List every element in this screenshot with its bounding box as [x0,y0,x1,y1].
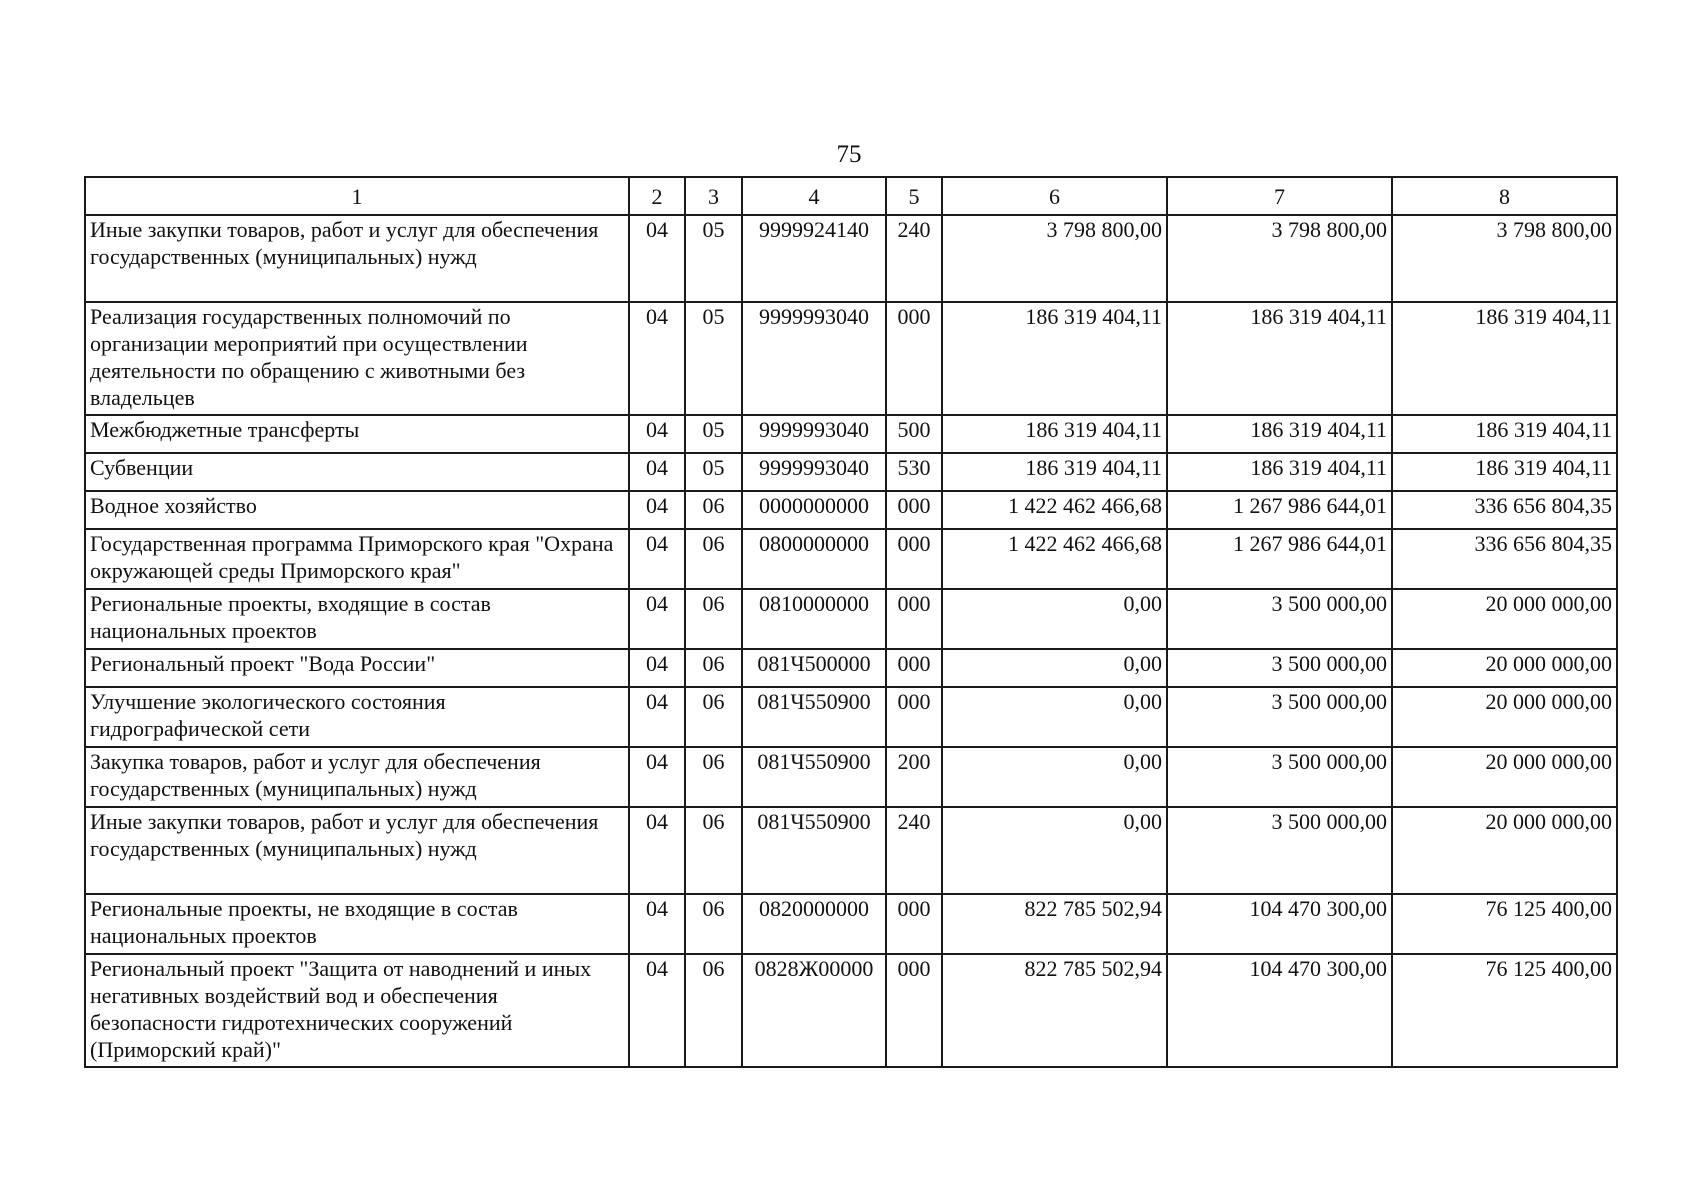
table-row [85,529,1617,589]
row-expense-type: 000 [886,589,942,649]
row-name: Иные закупки товаров, работ и услуг для обеспечения государственных (муниципальных) нужд [85,807,629,894]
row-subsection-code: 06 [685,687,742,747]
row-amount-8: 186 319 404,11 [1392,302,1617,415]
row-amount-7: 3 500 000,00 [1167,807,1392,894]
row-target-code: 9999993040 [742,453,886,491]
row-subsection-code: 06 [685,649,742,687]
row-name: Иные закупки товаров, работ и услуг для обеспечения государственных (муниципальных) нужд [85,215,629,302]
row-name: Региональные проекты, входящие в состав национальных проектов [85,589,629,649]
row-amount-7: 186 319 404,11 [1167,415,1392,453]
row-subsection-code: 06 [685,954,742,1067]
row-name: Реализация государственных полномочий по организации мероприятий при осуществлении деятельности по обращению с животными без владельцев [85,302,629,415]
row-expense-type: 500 [886,415,942,453]
header-cell-1: 1 [85,177,629,215]
row-amount-7: 104 470 300,00 [1167,954,1392,1067]
header-cell-6: 6 [942,177,1167,215]
row-expense-type: 530 [886,453,942,491]
row-section-code: 04 [629,747,685,807]
header-cell-7: 7 [1167,177,1392,215]
row-amount-8: 76 125 400,00 [1392,894,1617,954]
row-section-code: 04 [629,453,685,491]
row-section-code: 04 [629,954,685,1067]
row-target-code: 0828Ж00000 [742,954,886,1067]
row-target-code: 9999993040 [742,302,886,415]
header-cell-5: 5 [886,177,942,215]
row-expense-type: 000 [886,491,942,529]
row-expense-type: 200 [886,747,942,807]
row-subsection-code: 05 [685,415,742,453]
row-target-code: 0810000000 [742,589,886,649]
row-name: Закупка товаров, работ и услуг для обеспечения государственных (муниципальных) нужд [85,747,629,807]
row-section-code: 04 [629,415,685,453]
row-subsection-code: 05 [685,453,742,491]
row-amount-7: 104 470 300,00 [1167,894,1392,954]
row-section-code: 04 [629,687,685,747]
row-amount-6: 0,00 [942,649,1167,687]
row-subsection-code: 06 [685,491,742,529]
row-amount-8: 20 000 000,00 [1392,649,1617,687]
row-expense-type: 240 [886,215,942,302]
table-row [85,954,1617,1067]
table-row [85,807,1617,894]
row-amount-8: 336 656 804,35 [1392,529,1617,589]
table-row [85,589,1617,649]
table-row [85,215,1617,302]
header-cell-2: 2 [629,177,685,215]
row-amount-6: 3 798 800,00 [942,215,1167,302]
table-row [85,649,1617,687]
row-amount-7: 3 798 800,00 [1167,215,1392,302]
row-section-code: 04 [629,302,685,415]
table-row [85,415,1617,453]
row-subsection-code: 06 [685,807,742,894]
row-amount-6: 186 319 404,11 [942,453,1167,491]
row-amount-8: 336 656 804,35 [1392,491,1617,529]
table-row [85,302,1617,415]
row-target-code: 9999924140 [742,215,886,302]
row-expense-type: 000 [886,687,942,747]
row-amount-7: 1 267 986 644,01 [1167,491,1392,529]
row-amount-7: 3 500 000,00 [1167,649,1392,687]
row-amount-8: 20 000 000,00 [1392,687,1617,747]
row-amount-6: 1 422 462 466,68 [942,529,1167,589]
row-target-code: 081Ч550900 [742,807,886,894]
page-number: 75 [836,141,862,168]
row-expense-type: 000 [886,954,942,1067]
row-amount-8: 20 000 000,00 [1392,589,1617,649]
table-row [85,453,1617,491]
row-amount-6: 186 319 404,11 [942,302,1167,415]
row-expense-type: 000 [886,894,942,954]
row-subsection-code: 05 [685,302,742,415]
row-amount-6: 1 422 462 466,68 [942,491,1167,529]
row-name: Региональные проекты, не входящие в состав национальных проектов [85,894,629,954]
row-section-code: 04 [629,649,685,687]
row-expense-type: 000 [886,529,942,589]
header-row [85,177,1617,215]
row-amount-7: 1 267 986 644,01 [1167,529,1392,589]
row-target-code: 0800000000 [742,529,886,589]
row-subsection-code: 05 [685,215,742,302]
row-subsection-code: 06 [685,747,742,807]
row-amount-6: 0,00 [942,687,1167,747]
row-section-code: 04 [629,589,685,649]
row-subsection-code: 06 [685,589,742,649]
row-target-code: 0820000000 [742,894,886,954]
row-amount-6: 822 785 502,94 [942,894,1167,954]
header-cell-4: 4 [742,177,886,215]
row-amount-7: 186 319 404,11 [1167,302,1392,415]
row-name: Межбюджетные трансферты [85,415,629,453]
row-expense-type: 000 [886,649,942,687]
row-name: Водное хозяйство [85,491,629,529]
budget-table [84,176,1618,1068]
row-amount-7: 3 500 000,00 [1167,687,1392,747]
row-section-code: 04 [629,215,685,302]
row-amount-6: 186 319 404,11 [942,415,1167,453]
row-amount-8: 186 319 404,11 [1392,453,1617,491]
row-section-code: 04 [629,894,685,954]
header-cell-8: 8 [1392,177,1617,215]
table-row [85,687,1617,747]
table-row [85,894,1617,954]
row-amount-7: 186 319 404,11 [1167,453,1392,491]
row-amount-8: 186 319 404,11 [1392,415,1617,453]
row-target-code: 0000000000 [742,491,886,529]
row-subsection-code: 06 [685,529,742,589]
header-cell-3: 3 [685,177,742,215]
row-amount-8: 76 125 400,00 [1392,954,1617,1067]
row-name: Улучшение экологического состояния гидрографической сети [85,687,629,747]
table-row [85,491,1617,529]
row-name: Региональный проект "Вода России" [85,649,629,687]
row-section-code: 04 [629,491,685,529]
row-amount-6: 0,00 [942,589,1167,649]
row-amount-7: 3 500 000,00 [1167,589,1392,649]
table-row [85,747,1617,807]
row-amount-8: 20 000 000,00 [1392,747,1617,807]
row-target-code: 9999993040 [742,415,886,453]
row-amount-8: 3 798 800,00 [1392,215,1617,302]
row-expense-type: 000 [886,302,942,415]
row-subsection-code: 06 [685,894,742,954]
row-expense-type: 240 [886,807,942,894]
row-name: Региональный проект "Защита от наводнений и иных негативных воздействий вод и обеспечения безопасности гидротехнических сооружений (Приморский край)" [85,954,629,1067]
row-amount-8: 20 000 000,00 [1392,807,1617,894]
row-amount-6: 0,00 [942,807,1167,894]
row-section-code: 04 [629,807,685,894]
row-target-code: 081Ч550900 [742,687,886,747]
row-target-code: 081Ч550900 [742,747,886,807]
row-amount-6: 0,00 [942,747,1167,807]
row-name: Субвенции [85,453,629,491]
row-target-code: 081Ч500000 [742,649,886,687]
row-amount-6: 822 785 502,94 [942,954,1167,1067]
row-amount-7: 3 500 000,00 [1167,747,1392,807]
row-section-code: 04 [629,529,685,589]
row-name: Государственная программа Приморского края "Охрана окружающей среды Приморского края" [85,529,629,589]
